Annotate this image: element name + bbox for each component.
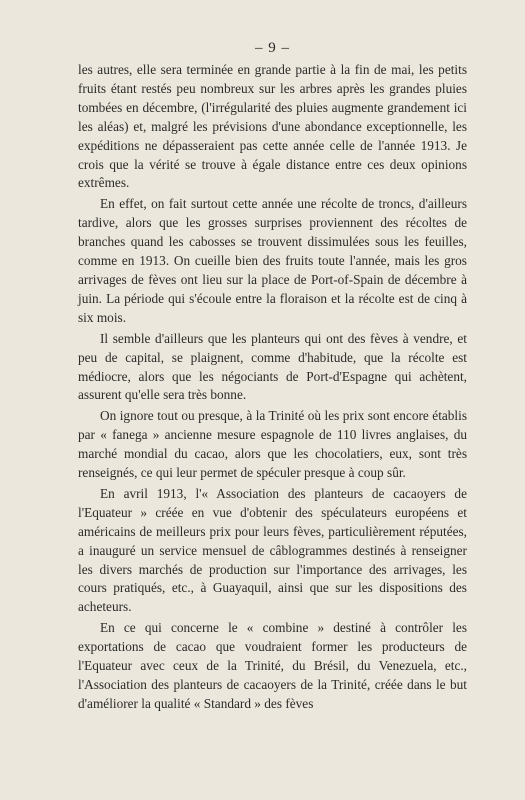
paragraph-1: les autres, elle sera terminée en grande partie à la fin de mai, les petits fruits étant restés peu nombreux sur les arbres après les grandes pluies tombées en décembre, (l'irrégularité des pluies augmente grandement ici les aléas) et, malgré les prévisions d'une abondance exceptionnelle, les expéditions ne dépasseraient pas cette année celle de l'année 1913. Je crois que la vérité se trouve à égale distance entre ces deux opinions extrêmes.: [78, 62, 467, 191]
paragraph-6: En ce qui concerne le « combine » destiné à contrôler les exportations de cacao que voudraient former les producteurs de l'Equateur avec ceux de la Trinité, du Brésil, du Venezuela, etc., l'Association des planteurs de cacaoyers de la Trinité, créée dans le but d'améliorer la qualité « Standard » des fèves: [78, 620, 467, 711]
paragraph-5: En avril 1913, l'« Association des planteurs de cacaoyers de l'Equateur » créée en vue d'obtenir des spéculateurs européens et américains de meilleurs prix pour leurs fèves, particulièrement réputées, a inauguré un service mensuel de câblogrammes destinés à renseigner les divers marchés de production sur l'importance des arrivages, les cours pratiqués, etc., à Guayaquil, ainsi que sur les dispositions des acheteurs.: [78, 485, 467, 615]
paragraph-3: Il semble d'ailleurs que les planteurs qui ont des fèves à vendre, et peu de capital, se plaignent, comme d'habitude, que la récolte est médiocre, alors que les négociants de Port-d'Espagne qui achètent, assurent qu'elle sera très bonne.: [78, 330, 467, 403]
paragraph-4: On ignore tout ou presque, à la Trinité où les prix sont encore établis par « fanega » ancienne mesure espagnole de 110 livres anglaises, du marché mondial du cacao, alors que les chocolatiers, eux, sont très renseignés, ce qui leur permet de spéculer presque à coup sûr.: [78, 408, 467, 481]
page-number: – 9 –: [255, 40, 290, 56]
paragraph-2: En effet, on fait surtout cette année une récolte de troncs, d'ailleurs tardive, alors que les grosses surprises proviennent des récoltes de branches quand les cabosses se trouvent dissimulées sous les feuilles, comme en 1913. On cueille bien des fruits toute l'année, mais les gros arrivages de fèves ont lieu sur la place de Port-of-Spain de décembre à juin. La période qui s'écoule entre la floraison et la récolte est de cinq à six mois.: [78, 196, 467, 325]
